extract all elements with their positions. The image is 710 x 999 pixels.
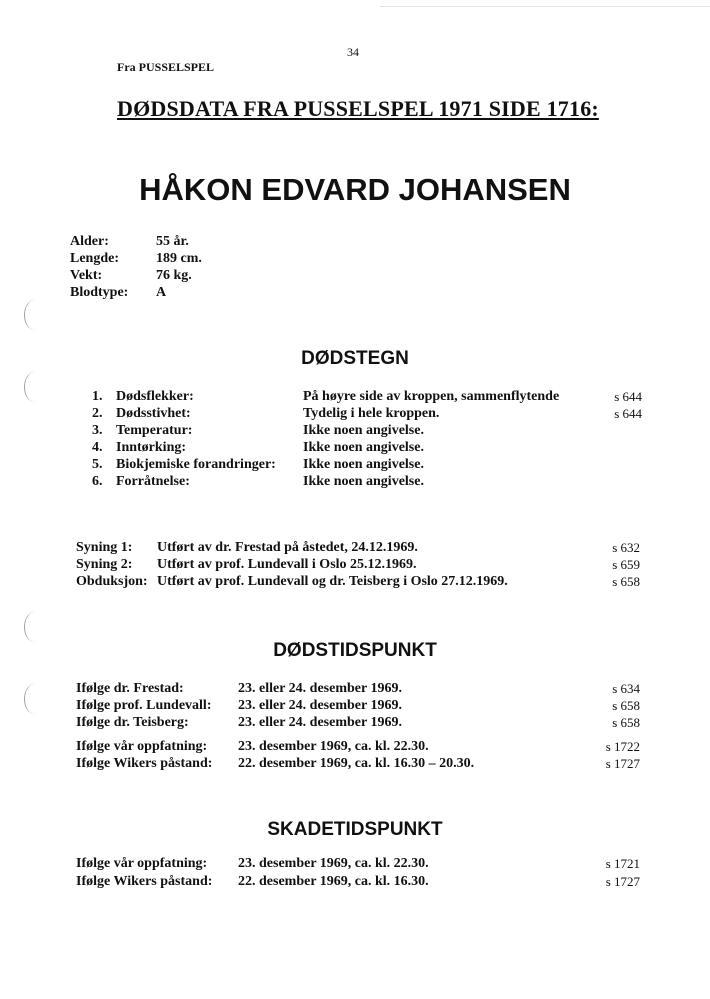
time-label: Ifølge dr. Teisberg:	[76, 715, 189, 730]
punch-hole-mark	[24, 612, 45, 642]
sign-label: Biokjemiske forandringer:	[116, 457, 276, 472]
sign-number: 3.	[92, 423, 103, 438]
exam-value: Utført av dr. Frestad på åstedet, 24.12.1969.	[157, 540, 418, 555]
sign-value: På høyre side av kroppen, sammenflytende	[303, 389, 560, 404]
punch-hole-mark	[24, 684, 45, 714]
sign-value: Tydelig i hele kroppen.	[303, 406, 440, 421]
stat-value-bloodtype: A	[156, 285, 167, 300]
exam-label: Obduksjon:	[76, 574, 148, 589]
page-reference: s 1721	[605, 856, 640, 871]
time-label: Ifølge Wikers påstand:	[76, 756, 213, 771]
page-reference: s 1727	[605, 874, 640, 889]
page-reference: s 644	[614, 389, 642, 404]
sign-label: Dødsstivhet:	[116, 406, 191, 421]
source-label: Fra PUSSELSPEL	[117, 60, 215, 74]
time-label: Ifølge prof. Lundevall:	[76, 698, 212, 713]
sign-value: Ikke noen angivelse.	[303, 423, 424, 438]
sign-value: Ikke noen angivelse.	[303, 474, 424, 489]
sign-label: Inntørking:	[116, 440, 187, 455]
sign-number: 1.	[92, 389, 103, 404]
page-reference: s 658	[612, 715, 640, 730]
stat-label-bloodtype: Blodtype:	[70, 285, 129, 300]
page-number: 34	[347, 45, 359, 59]
stat-value-height: 189 cm.	[156, 251, 202, 266]
punch-hole-mark	[24, 372, 45, 402]
stat-value-weight: 76 kg.	[156, 268, 192, 283]
time-value: 23. eller 24. desember 1969.	[238, 715, 402, 730]
page-reference: s 658	[612, 698, 640, 713]
exam-label: Syning 1:	[76, 540, 133, 555]
scan-edge-line	[380, 6, 710, 7]
time-value: 23. eller 24. desember 1969.	[238, 681, 402, 696]
exam-value: Utført av prof. Lundevall og dr. Teisberg i Oslo 27.12.1969.	[157, 574, 508, 589]
sign-value: Ikke noen angivelse.	[303, 440, 424, 455]
sign-label: Dødsflekker:	[116, 389, 194, 404]
page-reference: s 634	[612, 681, 640, 696]
person-name: HÅKON EDVARD JOHANSEN	[139, 172, 571, 207]
time-value: 22. desember 1969, ca. kl. 16.30 – 20.30.	[238, 756, 475, 771]
sign-number: 6.	[92, 474, 103, 489]
injury-time-value: 23. desember 1969, ca. kl. 22.30.	[238, 856, 429, 871]
injury-time-label: Ifølge vår oppfatning:	[76, 856, 208, 871]
page-reference: s 1722	[605, 739, 640, 754]
time-value: 23. desember 1969, ca. kl. 22.30.	[238, 739, 429, 754]
exam-label: Syning 2:	[76, 557, 133, 572]
page-reference: s 658	[612, 574, 640, 589]
main-heading: DØDSDATA FRA PUSSELSPEL 1971 SIDE 1716:	[117, 96, 599, 121]
section-heading-skadetidspunkt: SKADETIDSPUNKT	[267, 819, 443, 840]
page-reference: s 1727	[605, 756, 640, 771]
punch-hole-mark	[24, 300, 45, 330]
time-label: Ifølge dr. Frestad:	[76, 681, 184, 696]
sign-number: 4.	[92, 440, 103, 455]
stat-value-age: 55 år.	[156, 234, 189, 249]
page-reference: s 632	[612, 540, 640, 555]
page-reference: s 659	[612, 557, 640, 572]
section-heading-dodstidspunkt: DØDSTIDSPUNKT	[273, 640, 437, 661]
exam-value: Utført av prof. Lundevall i Oslo 25.12.1969.	[157, 557, 417, 572]
page-reference: s 644	[614, 406, 642, 421]
section-heading-dodstegn: DØDSTEGN	[301, 348, 409, 369]
stat-label-weight: Vekt:	[70, 268, 103, 283]
sign-number: 2.	[92, 406, 103, 421]
time-value: 23. eller 24. desember 1969.	[238, 698, 402, 713]
sign-label: Temperatur:	[116, 423, 193, 438]
stat-label-height: Lengde:	[70, 251, 119, 266]
injury-time-value: 22. desember 1969, ca. kl. 16.30.	[238, 874, 429, 889]
time-label: Ifølge vår oppfatning:	[76, 739, 208, 754]
stat-label-age: Alder:	[70, 234, 109, 249]
sign-label: Forråtnelse:	[116, 474, 190, 489]
sign-value: Ikke noen angivelse.	[303, 457, 424, 472]
sign-number: 5.	[92, 457, 103, 472]
injury-time-label: Ifølge Wikers påstand:	[76, 874, 213, 889]
